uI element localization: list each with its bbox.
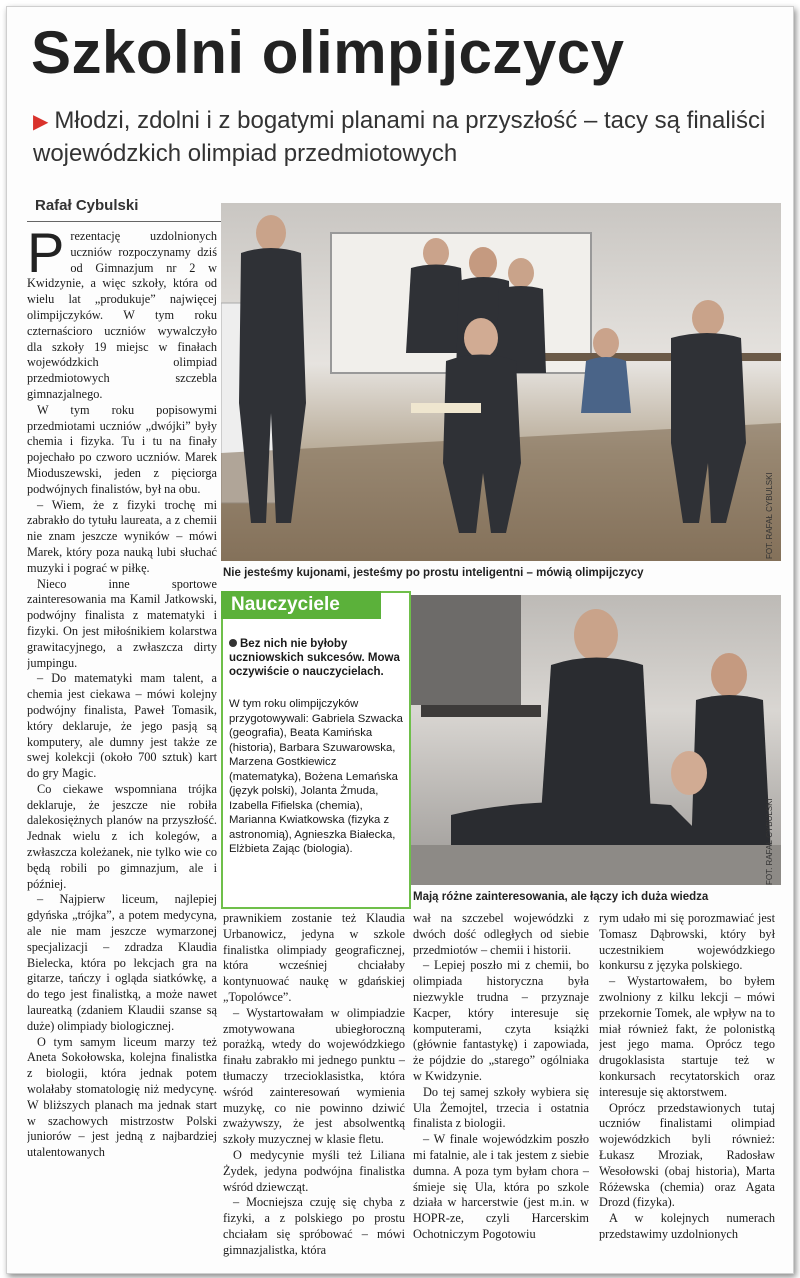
sidebar-title: Nauczyciele <box>221 591 381 619</box>
paragraph: O tym samym liceum marzy też Aneta Sokołowska, kolejna finalistka z biologii, która jednak potem wolałaby stomatologię niż medycynę. W bliższych planach ma jednak start w szachowych mistrzostw Polski juniorów – jest jedną z najbardziej utalentowanych <box>27 1034 217 1160</box>
paragraph: A w kolejnych numerach przedstawimy uzdolnionych <box>599 1211 775 1241</box>
sidebar-teachers <box>221 591 411 909</box>
photo-caption: Mają różne zainteresowania, ale łączy ich duża wiedza <box>413 891 709 903</box>
deck-text: Młodzi, zdolni i z bogatymi planami na przyszłość – tacy są finaliści wojewódzkich olimpiad przedmiotowych <box>33 107 766 167</box>
article-column-1 <box>27 229 217 1273</box>
article-column-3 <box>413 911 589 1273</box>
paragraph: – Wiem, że z fizyki trochę mi zabrakło do tytułu laureata, a z chemii nie znam jeszcze wyników – mówi Marek, który poza nauką lubi słuchać muzyki i pograć w piłkę. <box>27 497 217 575</box>
paragraph: W tym roku popisowymi przedmiotami uczniów „dwójki” były chemia i fizyka. Tu i tu na finały pojechało po czworo uczniów. Marek Mioduszewski, jeden z pięciorga podwójnych finalistów, był na obu. <box>27 402 217 496</box>
deck <box>33 105 773 169</box>
photo-students-bench-image <box>411 595 781 885</box>
paragraph: – Najpierw liceum, najlepiej gdyńska „trójka”, a potem medycyna, ale nie mam jeszcze wymarzonej specjalizacji – zdradza Klaudia Bielecka, która po lekcjach gra na gitarze, tańczy i ogląda siatkówkę, a do tego jest finalistką, a może nawet laureatką (zdaniem Klaudii szanse są duże) olimpiady biologicznej. <box>27 892 217 1033</box>
photo-students-classroom <box>221 203 781 561</box>
paragraph: wał na szczebel wojewódzki z dwóch dość odległych od siebie przedmiotów – chemii i historii. <box>413 911 589 957</box>
paragraph: rym udało mi się porozmawiać jest Tomasz Dąbrowski, który był uczestnikiem wojewódzkiego konkursu z języka polskiego. <box>599 911 775 973</box>
headline: Szkolni olimpijczycy <box>31 19 625 86</box>
byline: Rafał Cybulski <box>35 197 139 214</box>
paragraph: Nieco inne sportowe zainteresowania ma Kamil Jatkowski, podwójny finalista z matematyki i fizyki. On jest miłośnikiem kolarstwa grawitacyjnego, a zwłaszcza dirty jumpingu. <box>27 576 217 670</box>
paragraph: Co ciekawe wspomniana trójka deklaruje, że jeszcze nie robiła dalekosiężnych planów na przyszłość. Jednak wielu z ich kolegów, a zwłaszcza koleżanek, nie tylko wie co będą robili po gimnazjum, ale i później. <box>27 781 217 891</box>
newspaper-clipping <box>6 6 794 1274</box>
photo-caption: Nie jesteśmy kujonami, jesteśmy po prostu inteligentni – mówią olimpijczycy <box>223 567 644 579</box>
paragraph: – Do matematyki mam talent, a chemia jest ciekawa – mówi kolejny podwójny finalista, Paweł Tomasik, który deklaruje, że jego pasją są komputery, ale dumny jest także ze swej kolekcji (około 700 sztuk) kart do gry Magic. <box>27 671 217 781</box>
photo-students-bench <box>411 595 781 885</box>
drop-cap: P <box>27 229 65 284</box>
paragraph: O medycynie myśli też Liliana Żydek, jedyna podwójna finalistka wśród dziewcząt. <box>223 1147 405 1194</box>
article-column-4 <box>599 911 775 1273</box>
sidebar-body: W tym roku olimpijczyków przygotowywali: Gabriela Szwacka (geografia), Beata Kamińska (historia), Barbara Szuwarowska, Marzena Gostkiewicz (matematyka), Bożena Lemańska (język polski), Jolanta Żmuda, Izabella Fifielska (chemia), Marianna Kwiatkowska (fizyka z astronomią), Agnieszka Białecka, Elżbieta Zając (biologia). <box>229 698 403 855</box>
paragraph: Do tej samej szkoły wybiera się Ula Żemojtel, trzecia i ostatnia finalista z biologii. <box>413 1084 589 1131</box>
triangle-bullet-icon: ▶ <box>33 111 49 133</box>
sidebar-lead-text: Bez nich nie byłoby uczniowskich sukcesów. Mowa oczywiście o nauczycielach. <box>229 638 400 678</box>
paragraph: – Wystartowałem, bo byłem zwolniony z kilku lekcji – mówi przekornie Tomek, ale wpływ na to miał również fakt, że polonistką jest jego mama. Oprócz tego drugoklasista startuje też w konkursach recytatorskich oraz interesuje się aktorstwem. <box>599 974 775 1099</box>
paragraph: – W finale wojewódzkim poszło mi fatalnie, ale i tak jestem z siebie dumna. A poza tym byłam chora – śmieje się Ula, która po szkole działa w harcerstwie (jest m.in. w HOPR-ze, czyli Harcerskim Ochotniczym Pogotowiu <box>413 1132 589 1241</box>
paragraph: rezentację uzdolnionych uczniów rozpoczynamy dziś od Gimnazjum nr 2 w Kwidzynie, a więc szkoły, która od wielu lat „produkuje” najwięcej olimpijczyków. W tym roku czternaścioro uczniów wywalczyło dla szkoły 19 miejsc w finałach wojewódzkich olimpiad przedmiotowych szczebla gimnazjalnego. <box>27 229 217 401</box>
photo-credit: FOT. RAFAŁ CYBULSKI <box>765 798 774 885</box>
paragraph: – Mocniejsza czuję się chyba z fizyki, a z polskiego po prostu chciałam się spróbować – mówi gimnazjalistka, która <box>223 1195 405 1257</box>
bullet-icon <box>229 639 237 647</box>
article-column-2 <box>223 911 405 1273</box>
paragraph: – Wystartowałam w olimpiadzie zmotywowana ubiegłoroczną porażką, wtedy do wojewódzkiego finału zabrakło mi jednego punktu – tłumaczy trzecioklasistka, która wśród zainteresowań wymienia muzykę, co nie powinno dziwić zważywszy, że jest absolwentką szkoły muzycznej w klasie fletu. <box>223 1005 405 1147</box>
photo-students-classroom-image <box>221 203 781 561</box>
paragraph: – Lepiej poszło mi z chemii, bo olimpiada historyczna była niezwykle trudna – przyznaje Kacper, który interesuje się komputerami, czyta książki (głównie fantastykę) i zapowiada, że pójdzie do „starego” ogólniaka w Kwidzynie. <box>413 958 589 1083</box>
byline-rule <box>27 221 223 222</box>
paragraph: prawnikiem zostanie też Klaudia Urbanowicz, jedyna w szkole finalistka olimpiady geograficznej, która wcześniej chciałaby kontynuować naukę w gdańskiej „Topolówce”. <box>223 911 405 1004</box>
sidebar-lead <box>229 637 405 679</box>
paragraph: Oprócz przedstawionych tutaj uczniów finalistami olimpiad wojewódzkich byli również: Łukasz Mroziak, Radosław Wesołowski (obaj historia), Marta Różewska (chemia) oraz Agata Drozd (fizyka). <box>599 1100 775 1210</box>
photo-credit: FOT. RAFAŁ CYBULSKI <box>765 472 774 559</box>
